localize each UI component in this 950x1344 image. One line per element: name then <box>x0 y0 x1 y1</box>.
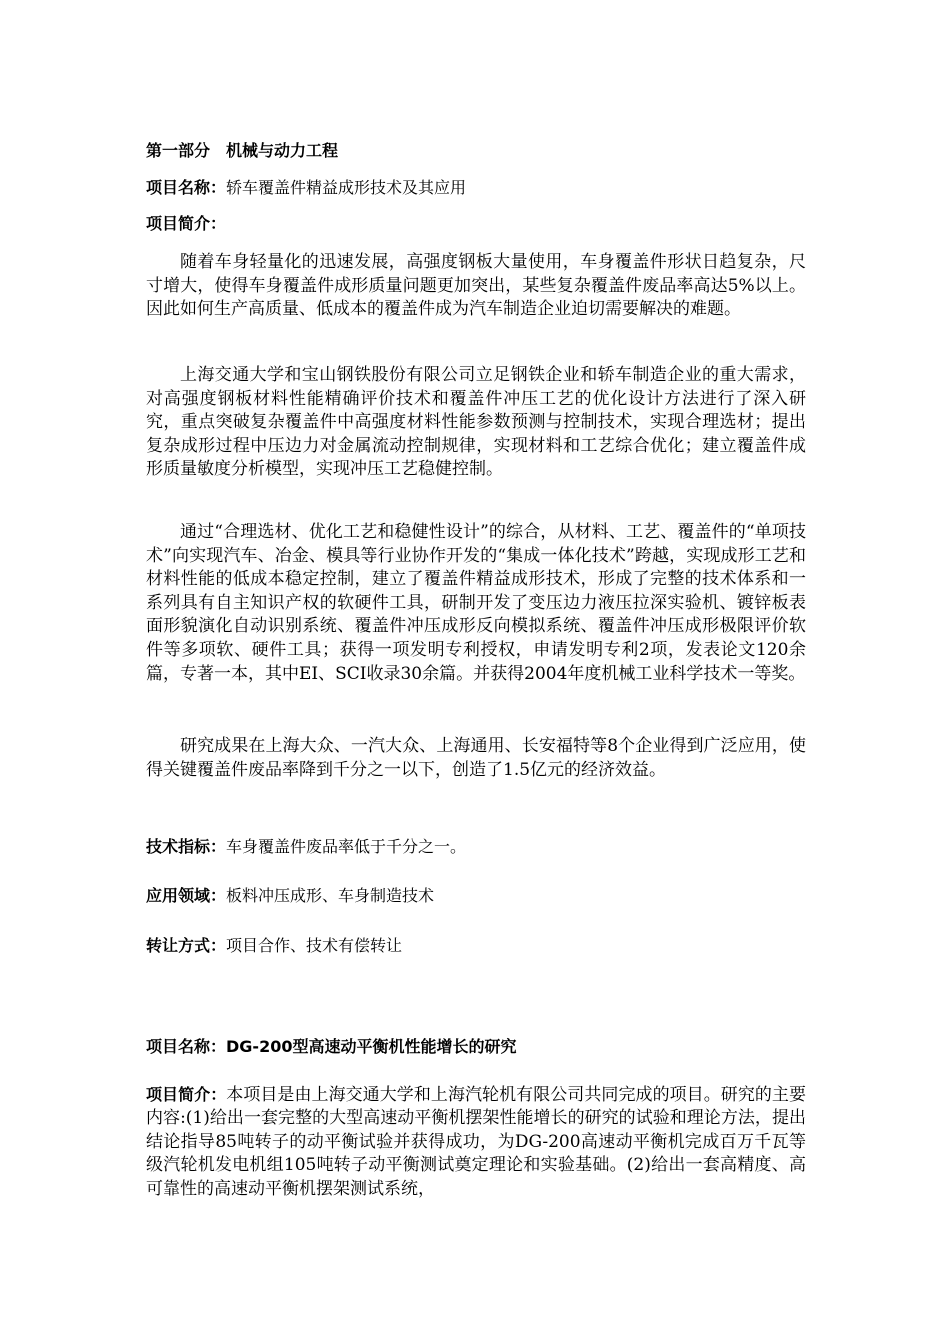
project1-application <box>146 885 434 907</box>
project2-name-label: 项目名称： <box>146 1037 227 1056</box>
project2-intro-text: 本项目是由上海交通大学和上海汽轮机有限公司共同完成的项目。研究的主要内容:(1)给出一套完整的大型高速动平衡机摆架性能增长的研究的试验和理论方法，提出结论指导85吨转子的动平衡试验并获得成功，为DG-200高速动平衡机完成百万千瓦等级汽轮机发电机组105吨转子动平衡测试奠定理论和实验基础。(2)给出一套高精度、高可靠性的高速动平衡机摆架测试系统， <box>146 1085 806 1199</box>
project1-app-value: 板料冲压成形、车身制造技术 <box>226 886 435 905</box>
project1-tech-value: 车身覆盖件废品率低于千分之一。 <box>226 837 467 856</box>
project1-app-label: 应用领域： <box>146 886 227 905</box>
project1-intro-label: 项目简介： <box>146 214 227 233</box>
project1-transfer <box>146 935 402 957</box>
project2-intro <box>146 1083 806 1201</box>
project2-name <box>146 1036 516 1058</box>
project1-paragraph-4: 研究成果在上海大众、一汽大众、上海通用、长安福特等8个企业得到广泛应用，使得关键覆盖件废品率降到千分之一以下，创造了1.5亿元的经济效益。 <box>146 736 806 780</box>
project1-tech-label: 技术指标： <box>146 837 227 856</box>
project2-name-value: DG-200型高速动平衡机性能增长的研究 <box>226 1037 517 1056</box>
project1-transfer-label: 转让方式： <box>146 936 227 955</box>
project1-intro-heading <box>146 213 226 235</box>
project1-paragraph-1: 随着车身轻量化的迅速发展，高强度钢板大量使用，车身覆盖件形状日趋复杂，尺寸增大，使得车身覆盖件成形质量问题更加突出，某些复杂覆盖件废品率高达5%以上。因此如何生产高质量、低成本的覆盖件成为汽车制造企业迫切需要解决的难题。 <box>146 252 806 320</box>
project1-paragraph-3: 通过“合理选材、优化工艺和稳健性设计”的综合，从材料、工艺、覆盖件的“单项技术”向实现汽车、冶金、模具等行业协作开发的“集成一体化技术”跨越，实现成形工艺和材料性能的低成本稳定控制，建立了覆盖件精益成形技术，形成了完整的技术体系和一系列具有自主知识产权的软硬件工具，研制开发了变压边力液压拉深实验机、镀锌板表面形貌演化自动识别系统、覆盖件冲压成形反向模拟系统、覆盖件冲压成形极限评价软件等多项软、硬件工具；获得一项发明专利授权，申请发明专利2项，发表论文120余篇，专著一本，其中EI、SCI收录30余篇。并获得2004年度机械工业科学技术一等奖。 <box>146 522 806 684</box>
project1-name <box>146 177 466 199</box>
project1-name-value: 轿车覆盖件精益成形技术及其应用 <box>226 178 467 197</box>
project1-paragraph-2: 上海交通大学和宝山钢铁股份有限公司立足钢铁企业和轿车制造企业的重大需求，对高强度钢板材料性能精确评价技术和覆盖件冲压工艺的优化设计方法进行了深入研究，重点突破复杂覆盖件中高强度材料性能参数预测与控制技术，实现合理选材；提出复杂成形过程中压边力对金属流动控制规律，实现材料和工艺综合优化；建立覆盖件成形质量敏度分析模型，实现冲压工艺稳健控制。 <box>146 365 806 480</box>
project1-transfer-value: 项目合作、技术有偿转让 <box>226 936 403 955</box>
project1-name-label: 项目名称： <box>146 178 227 197</box>
project1-tech-spec <box>146 836 466 858</box>
project2-intro-label: 项目简介： <box>146 1085 227 1104</box>
part-title: 第一部分 机械与动力工程 <box>146 141 339 160</box>
